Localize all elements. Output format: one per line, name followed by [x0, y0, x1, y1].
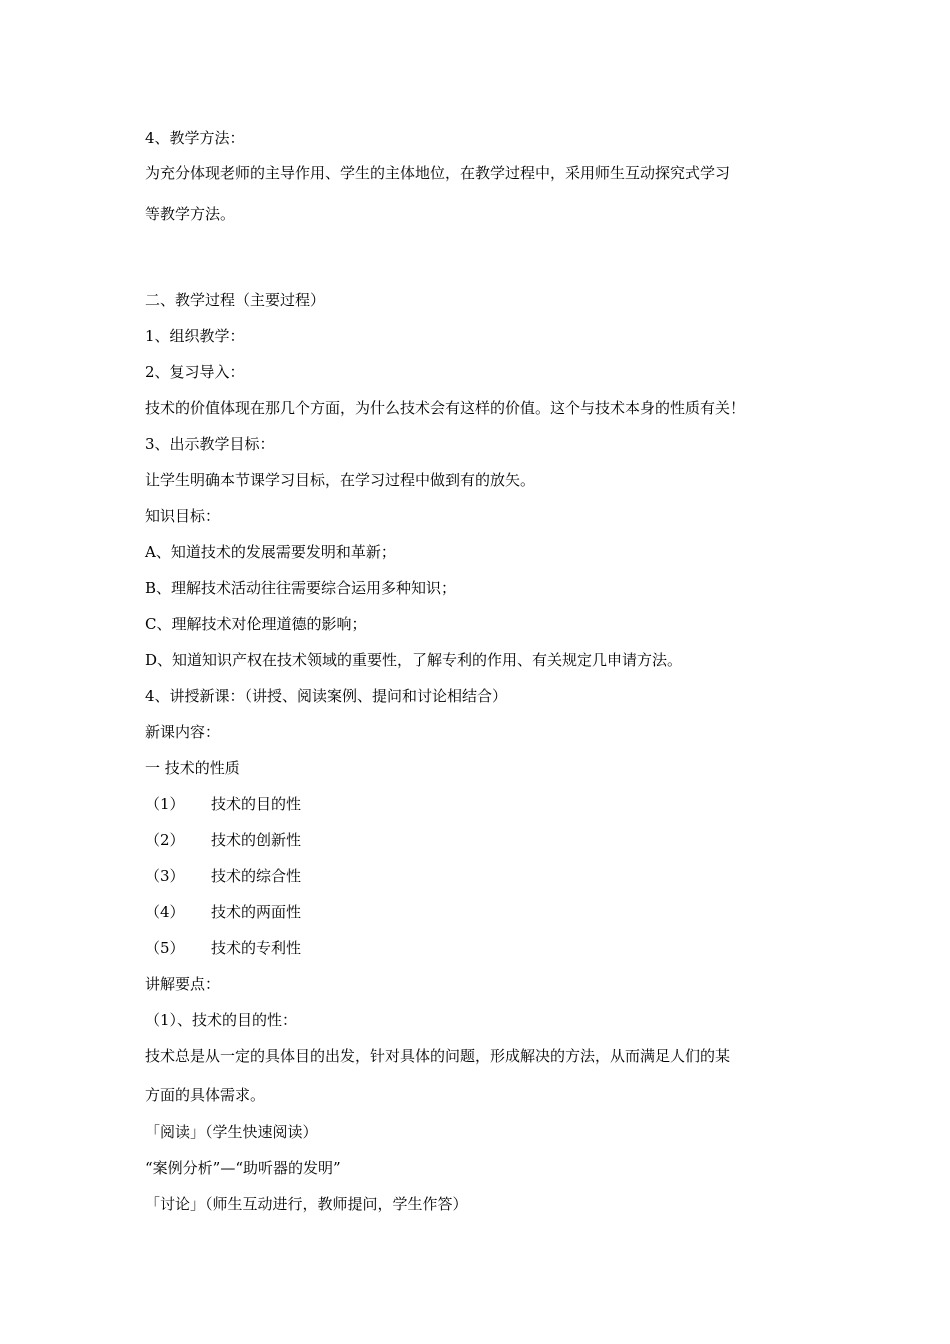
goal-d: D、知道知识产权在技术领域的重要性，了解专利的作用、有关规定几申请方法。 — [145, 651, 683, 669]
property-number: （4） — [145, 903, 185, 921]
part2-heading: 二、教学过程（主要过程） — [145, 291, 326, 309]
goal-a: A、知道技术的发展需要发明和革新； — [145, 543, 396, 561]
point1-heading: （1）、技术的目的性： — [145, 1011, 298, 1029]
property-item-1 — [145, 794, 301, 814]
property-text: 技术的目的性 — [211, 795, 302, 813]
point1-paragraph-line1: 技术总是从一定的具体目的出发，针对具体的问题，形成解决的方法，从而满足人们的某 — [145, 1047, 731, 1065]
property-item-3 — [145, 866, 301, 886]
property-number: （3） — [145, 867, 185, 885]
step2-heading: 2、复习导入： — [145, 363, 245, 381]
goal-b: B、理解技术活动往往需要综合运用多种知识； — [145, 579, 457, 597]
property-text: 技术的创新性 — [211, 831, 302, 849]
property-number: （5） — [145, 939, 185, 957]
topic1-heading: 一 技术的性质 — [145, 759, 240, 777]
discussion-line: 「讨论」（师生互动进行，教师提问，学生作答） — [145, 1195, 468, 1213]
property-text: 技术的专利性 — [211, 939, 302, 957]
knowledge-goals-heading: 知识目标： — [145, 507, 221, 525]
step3-text: 让学生明确本节课学习目标，在学习过程中做到有的放矢。 — [145, 471, 536, 489]
point1-paragraph-line2: 方面的具体需求。 — [145, 1086, 266, 1104]
section4-paragraph-line2: 等教学方法。 — [145, 205, 236, 223]
section4-paragraph-line1: 为充分体现老师的主导作用、学生的主体地位，在教学过程中，采用师生互动探究式学习 — [145, 164, 731, 182]
goal-c: C、理解技术对伦理道德的影响； — [145, 615, 367, 633]
step3-heading: 3、出示教学目标： — [145, 435, 275, 453]
property-item-2 — [145, 830, 301, 850]
new-content-heading: 新课内容： — [145, 723, 221, 741]
reading-line: 「阅读」（学生快速阅读） — [145, 1123, 318, 1141]
step2-text: 技术的价值体现在那几个方面，为什么技术会有这样的价值。这个与技术本身的性质有关！ — [145, 399, 746, 417]
step4-heading: 4、讲授新课：（讲授、阅读案例、提问和讨论相结合） — [145, 687, 508, 705]
step1-heading: 1、组织教学： — [145, 327, 245, 345]
case-analysis-line: “案例分析”—“助听器的发明” — [145, 1159, 341, 1177]
property-number: （1） — [145, 795, 185, 813]
property-item-5 — [145, 938, 301, 958]
section4-heading: 4、教学方法： — [145, 129, 245, 147]
property-number: （2） — [145, 831, 185, 849]
property-text: 技术的两面性 — [211, 903, 302, 921]
key-points-heading: 讲解要点： — [145, 975, 221, 993]
property-text: 技术的综合性 — [211, 867, 302, 885]
property-item-4 — [145, 902, 301, 922]
